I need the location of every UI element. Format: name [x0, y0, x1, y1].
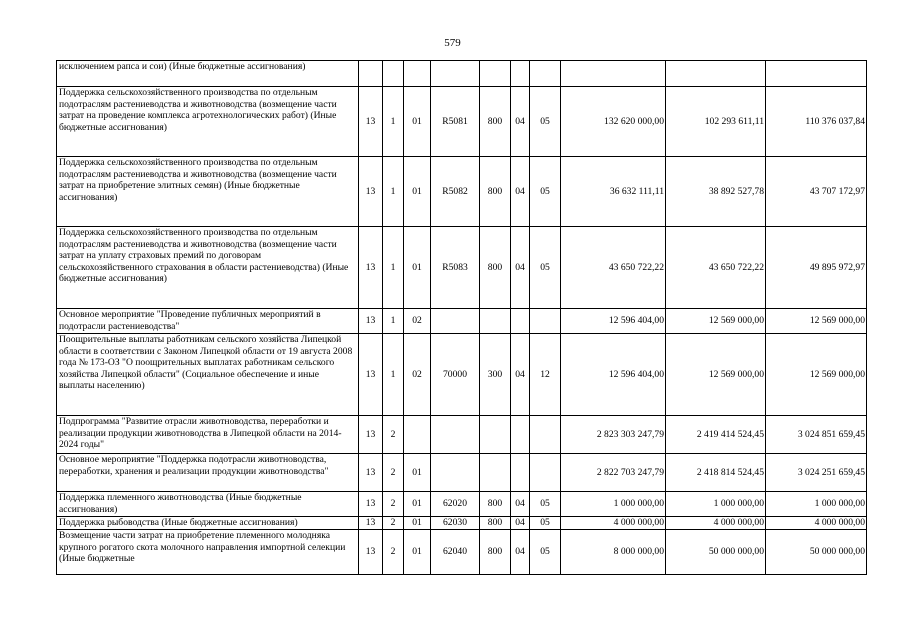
- code-subsection: 05: [530, 517, 561, 530]
- code-subsection: 05: [530, 530, 561, 575]
- code-direction: R5081: [431, 87, 480, 157]
- amount-year-1: 2 822 703 247,79: [561, 454, 666, 492]
- code-gp: 13: [359, 530, 383, 575]
- code-gp: 13: [359, 87, 383, 157]
- page-number: 579: [444, 37, 461, 49]
- amount-year-2: 2 418 814 524,45: [666, 454, 766, 492]
- code-expense-type: [480, 416, 511, 454]
- item-name: Поддержка племенного животноводства (Иные бюджетные ассигнования): [57, 492, 359, 517]
- code-gp: [359, 61, 383, 87]
- code-expense-type: [480, 61, 511, 87]
- code-direction: 62030: [431, 517, 480, 530]
- amount-year-3: 110 376 037,84: [766, 87, 867, 157]
- code-subsection: [530, 416, 561, 454]
- code-subprogram: 2: [383, 530, 404, 575]
- code-section: [511, 454, 530, 492]
- code-section: 04: [511, 334, 530, 416]
- code-gp: 13: [359, 227, 383, 309]
- item-name: Поддержка сельскохозяйственного производства по отдельным подотраслям растениеводства и животноводства (возмещение части затрат на проведение комплекса агротехнологических работ) (Иные бюджетные ассигнования): [57, 87, 359, 157]
- code-section: 04: [511, 87, 530, 157]
- code-event: 01: [404, 454, 431, 492]
- table-row: [57, 454, 867, 492]
- code-expense-type: 300: [480, 334, 511, 416]
- code-subprogram: 1: [383, 157, 404, 227]
- code-event: 01: [404, 87, 431, 157]
- amount-year-3: 12 569 000,00: [766, 334, 867, 416]
- code-subsection: 12: [530, 334, 561, 416]
- code-gp: 13: [359, 309, 383, 334]
- amount-year-1: 2 823 303 247,79: [561, 416, 666, 454]
- code-section: 04: [511, 530, 530, 575]
- item-name: Поддержка сельскохозяйственного производства по отдельным подотраслям растениеводства и животноводства (возмещение части затрат на уплату страховых премий по договорам сельскохозяйственного страхования в области растениеводства) (Иные бюджетные ассигнования): [57, 227, 359, 309]
- amount-year-2: 38 892 527,78: [666, 157, 766, 227]
- code-subprogram: [383, 61, 404, 87]
- amount-year-1: 36 632 111,11: [561, 157, 666, 227]
- amount-year-3: 43 707 172,97: [766, 157, 867, 227]
- item-name: Возмещение части затрат на приобретение племенного молодняка крупного рогатого скота молочного направления импортной селекции (Иные бюджетные: [57, 530, 359, 575]
- code-section: 04: [511, 157, 530, 227]
- code-expense-type: 800: [480, 517, 511, 530]
- code-section: 04: [511, 517, 530, 530]
- table-row: [57, 309, 867, 334]
- table-row: [57, 334, 867, 416]
- code-expense-type: 800: [480, 87, 511, 157]
- amount-year-1: 4 000 000,00: [561, 517, 666, 530]
- code-section: [511, 416, 530, 454]
- code-subprogram: 1: [383, 309, 404, 334]
- amount-year-1: 1 000 000,00: [561, 492, 666, 517]
- code-subsection: 05: [530, 227, 561, 309]
- code-event: 02: [404, 334, 431, 416]
- code-event: 01: [404, 157, 431, 227]
- item-name: исключением рапса и сои) (Иные бюджетные ассигнования): [57, 61, 359, 87]
- item-name: Основное мероприятие "Проведение публичных мероприятий в подотрасли растениеводства": [57, 309, 359, 334]
- amount-year-2: 43 650 722,22: [666, 227, 766, 309]
- amount-year-3: 12 569 000,00: [766, 309, 867, 334]
- code-event: 01: [404, 530, 431, 575]
- table-row: [57, 530, 867, 575]
- item-name: Поддержка сельскохозяйственного производства по отдельным подотраслям растениеводства и животноводства (возмещение части затрат на приобретение элитных семян) (Иные бюджетные ассигнования): [57, 157, 359, 227]
- amount-year-2: 12 569 000,00: [666, 334, 766, 416]
- code-direction: [431, 454, 480, 492]
- table-row: [57, 416, 867, 454]
- code-section: 04: [511, 492, 530, 517]
- amount-year-1: 132 620 000,00: [561, 87, 666, 157]
- table-row: [57, 227, 867, 309]
- table-row: [57, 517, 867, 530]
- item-name: Подпрограмма "Развитие отрасли животноводства, переработки и реализации продукции животноводства в Липецкой области на 2014-2024 годы": [57, 416, 359, 454]
- code-event: 01: [404, 492, 431, 517]
- code-event: 01: [404, 227, 431, 309]
- code-expense-type: 800: [480, 492, 511, 517]
- amount-year-3: 50 000 000,00: [766, 530, 867, 575]
- amount-year-2: 102 293 611,11: [666, 87, 766, 157]
- code-subsection: 05: [530, 87, 561, 157]
- table-row: [57, 157, 867, 227]
- amount-year-3: 4 000 000,00: [766, 517, 867, 530]
- amount-year-2: 4 000 000,00: [666, 517, 766, 530]
- code-section: 04: [511, 227, 530, 309]
- amount-year-2: 12 569 000,00: [666, 309, 766, 334]
- code-expense-type: [480, 454, 511, 492]
- code-subsection: [530, 61, 561, 87]
- amount-year-2: 1 000 000,00: [666, 492, 766, 517]
- code-subsection: 05: [530, 492, 561, 517]
- code-direction: [431, 416, 480, 454]
- code-expense-type: 800: [480, 530, 511, 575]
- amount-year-3: 49 895 972,97: [766, 227, 867, 309]
- code-gp: 13: [359, 454, 383, 492]
- code-gp: 13: [359, 517, 383, 530]
- code-direction: [431, 309, 480, 334]
- item-name: Поощрительные выплаты работникам сельского хозяйства Липецкой области в соответствии с Законом Липецкой области от 19 августа 2008 года № 173-ОЗ "О поощрительных выплатах работникам сельского хозяйства Липецкой области" (Социальное обеспечение и иные выплаты населению): [57, 334, 359, 416]
- code-expense-type: 800: [480, 157, 511, 227]
- code-direction: 70000: [431, 334, 480, 416]
- code-expense-type: 800: [480, 227, 511, 309]
- code-event: 02: [404, 309, 431, 334]
- code-gp: 13: [359, 492, 383, 517]
- amount-year-3: 1 000 000,00: [766, 492, 867, 517]
- code-section: [511, 61, 530, 87]
- budget-table: [56, 60, 867, 575]
- code-event: [404, 61, 431, 87]
- code-event: 01: [404, 517, 431, 530]
- amount-year-2: 50 000 000,00: [666, 530, 766, 575]
- code-expense-type: [480, 309, 511, 334]
- code-gp: 13: [359, 157, 383, 227]
- code-subprogram: 2: [383, 517, 404, 530]
- code-direction: R5083: [431, 227, 480, 309]
- amount-year-3: 3 024 851 659,45: [766, 416, 867, 454]
- amount-year-3: [766, 61, 867, 87]
- code-subprogram: 1: [383, 227, 404, 309]
- table-row: [57, 492, 867, 517]
- code-subprogram: 2: [383, 492, 404, 517]
- amount-year-1: [561, 61, 666, 87]
- amount-year-1: 12 596 404,00: [561, 334, 666, 416]
- item-name: Основное мероприятие "Поддержка подотрасли животноводства, переработки, хранения и реализации продукции животноводства": [57, 454, 359, 492]
- item-name: Поддержка рыбоводства (Иные бюджетные ассигнования): [57, 517, 359, 530]
- amount-year-3: 3 024 251 659,45: [766, 454, 867, 492]
- code-event: [404, 416, 431, 454]
- table-row: [57, 87, 867, 157]
- table-row: [57, 61, 867, 87]
- code-direction: 62020: [431, 492, 480, 517]
- code-direction: R5082: [431, 157, 480, 227]
- code-gp: 13: [359, 334, 383, 416]
- code-direction: 62040: [431, 530, 480, 575]
- code-gp: 13: [359, 416, 383, 454]
- code-subprogram: 1: [383, 334, 404, 416]
- amount-year-2: 2 419 414 524,45: [666, 416, 766, 454]
- amount-year-1: 8 000 000,00: [561, 530, 666, 575]
- amount-year-2: [666, 61, 766, 87]
- code-subprogram: 2: [383, 454, 404, 492]
- amount-year-1: 12 596 404,00: [561, 309, 666, 334]
- code-subsection: 05: [530, 157, 561, 227]
- code-subsection: [530, 454, 561, 492]
- code-subsection: [530, 309, 561, 334]
- amount-year-1: 43 650 722,22: [561, 227, 666, 309]
- code-section: [511, 309, 530, 334]
- code-subprogram: 1: [383, 87, 404, 157]
- code-direction: [431, 61, 480, 87]
- code-subprogram: 2: [383, 416, 404, 454]
